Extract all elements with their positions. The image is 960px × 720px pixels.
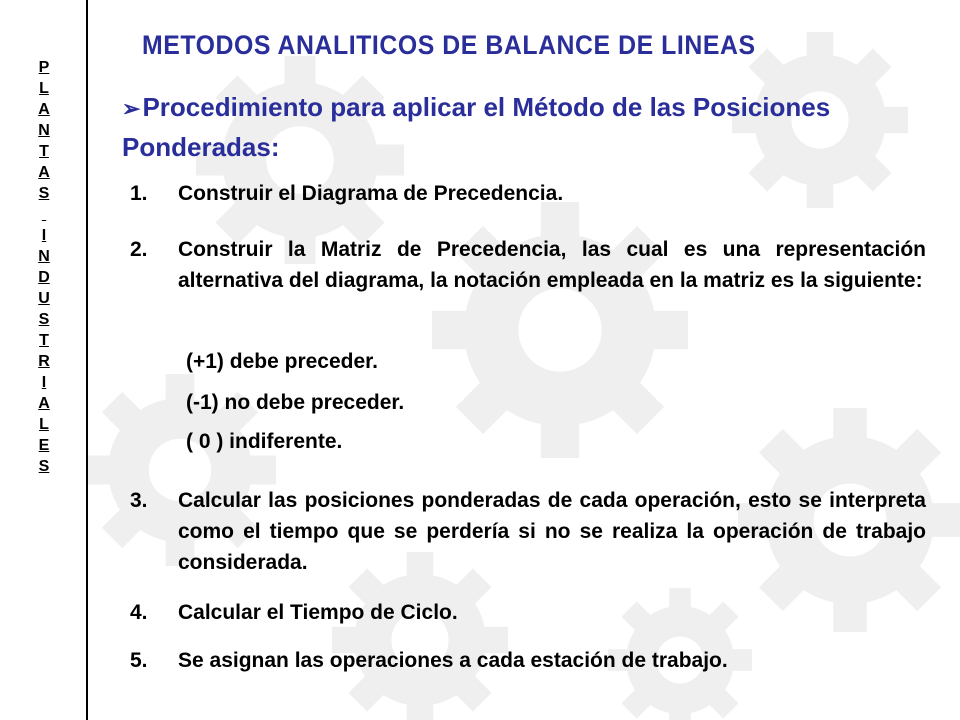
sidebar-letter: S — [38, 458, 50, 475]
sidebar-letter: A — [38, 164, 50, 181]
sidebar-letter: I — [41, 374, 47, 391]
sidebar-letter: L — [39, 416, 49, 433]
sidebar-letter: P — [38, 59, 50, 76]
section-heading-text: Procedimiento para aplicar el Método de las Posiciones Ponderadas: — [122, 92, 831, 162]
sidebar-letter: R — [38, 353, 50, 370]
step-text: Construir el Diagrama de Precedencia. — [178, 182, 564, 205]
sidebar-letter: N — [38, 248, 50, 265]
sidebar-letter: I — [41, 227, 47, 244]
step-text: Calcular las posiciones ponderadas de cada operación, esto se interpreta como el tiempo que se perdería si no se realiza la operación de trabajo considerada. — [178, 489, 926, 574]
section-heading — [122, 88, 922, 166]
sidebar-letter: D — [38, 269, 50, 286]
step-number: 2. — [130, 238, 148, 261]
sidebar-letter: U — [38, 290, 50, 307]
step-text: Construir la Matriz de Precedencia, las cual es una representación alternativa del diagrama, la notación empleada en la matriz es la siguiente: — [178, 238, 926, 292]
sidebar-letter: L — [39, 80, 49, 97]
step-text: Calcular el Tiempo de Ciclo. — [178, 601, 458, 624]
sidebar-letter: E — [38, 437, 50, 454]
sidebar-letter: S — [38, 185, 50, 202]
step-number: 3. — [130, 489, 148, 512]
sidebar-letter: T — [39, 143, 49, 160]
notation-zero: ( 0 ) indiferente. — [186, 430, 343, 453]
step-number: 4. — [130, 601, 148, 624]
sidebar — [0, 0, 88, 720]
sidebar-letter: S — [38, 311, 50, 328]
sidebar-letter: A — [38, 395, 50, 412]
notation-plus-one: (+1) debe preceder. — [186, 350, 379, 373]
sidebar-letter: T — [39, 332, 49, 349]
vertical-title-plantas-industriales — [0, 57, 88, 697]
page-title: METODOS ANALITICOS DE BALANCE DE LINEAS — [142, 30, 756, 60]
sidebar-letter: A — [38, 101, 50, 118]
step-number: 1. — [130, 182, 148, 205]
step-number: 5. — [130, 649, 148, 672]
arrow-bullet-icon: ➢ — [122, 96, 141, 121]
step-text: Se asignan las operaciones a cada estación de trabajo. — [178, 649, 728, 672]
sidebar-letter: N — [38, 122, 50, 139]
sidebar-letter-gap — [42, 204, 46, 225]
notation-minus-one: (-1) no debe preceder. — [186, 391, 405, 414]
